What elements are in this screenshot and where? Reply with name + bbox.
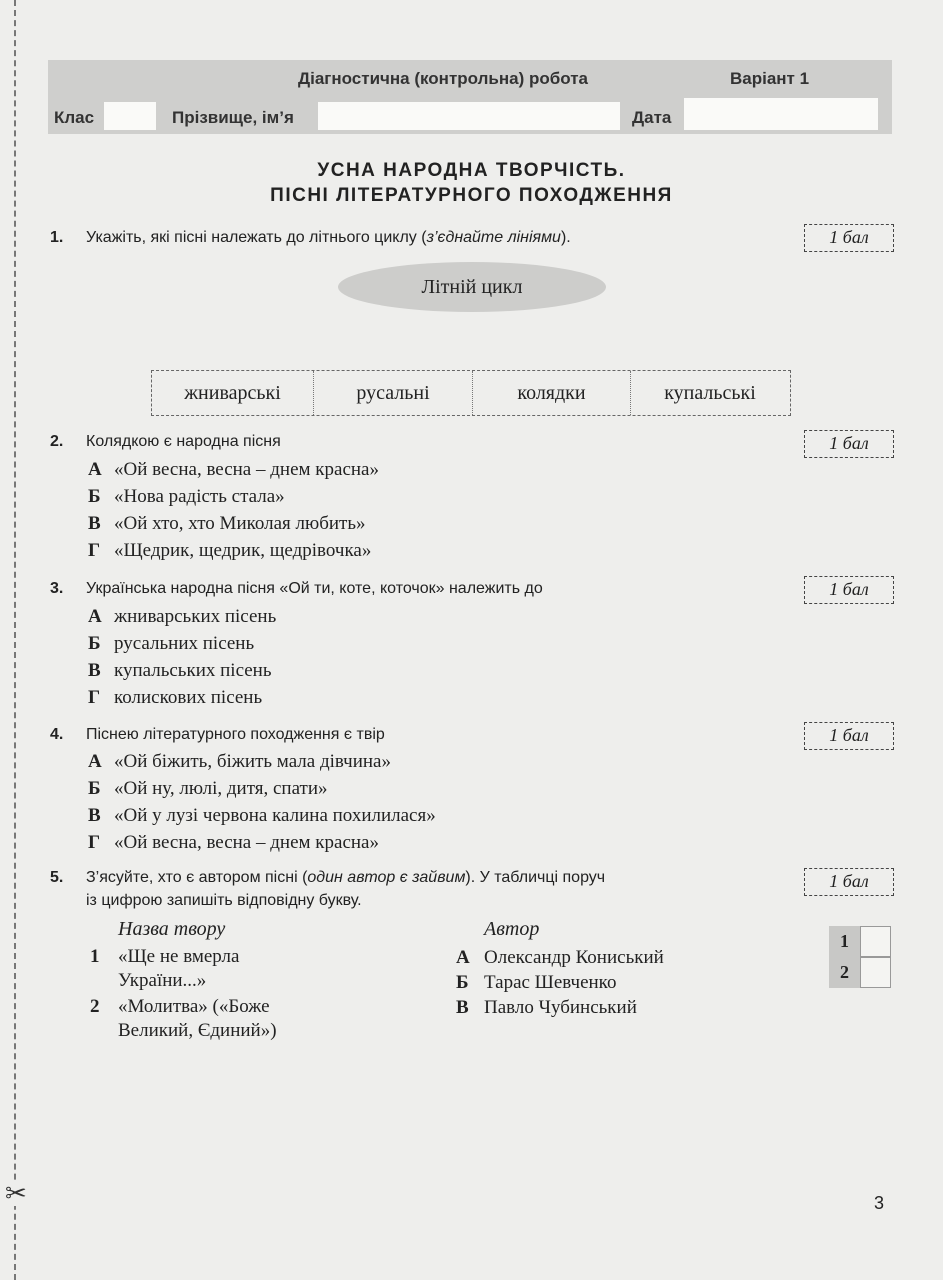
section-title-line1: УСНА НАРОДНА ТВОРЧІСТЬ. xyxy=(317,160,626,181)
option-b[interactable]: Б «Ой ну, люлі, дитя, спати» xyxy=(88,778,328,799)
option-d[interactable]: Г «Ой весна, весна – днем красна» xyxy=(88,832,379,853)
author-item: А Олександр Кониський xyxy=(456,947,664,968)
answer-row-number: 2 xyxy=(829,957,860,988)
q5-number: 5. xyxy=(50,869,64,886)
q2-points-badge: 1 бал xyxy=(804,430,894,458)
q4-points-badge: 1 бал xyxy=(804,722,894,750)
q2-text: Колядкою є народна пісня xyxy=(86,433,281,450)
name-field[interactable] xyxy=(318,102,620,130)
song-type-item[interactable]: русальні xyxy=(314,371,473,415)
work-item-1: 1 «Ще не вмерла України...» xyxy=(90,946,240,991)
q1-number: 1. xyxy=(50,229,64,246)
header-band xyxy=(48,60,892,134)
work-item-2: 2 «Молитва» («Боже Великий, Єдиний») xyxy=(90,996,277,1041)
date-field[interactable] xyxy=(684,98,878,130)
q4-number: 4. xyxy=(50,726,64,743)
song-type-item[interactable]: купальські xyxy=(664,382,756,404)
q4-text: Піснею літературного походження є твір xyxy=(86,726,385,743)
q2-options xyxy=(88,456,379,564)
q3-number: 3. xyxy=(50,580,64,597)
variant-label: Варіант 1 xyxy=(730,69,810,88)
q2-number: 2. xyxy=(50,433,64,450)
q3-options xyxy=(88,603,276,711)
class-label: Клас xyxy=(54,108,95,127)
q1-points-badge: 1 бал xyxy=(804,224,894,252)
song-type-item[interactable]: колядки xyxy=(473,371,631,415)
q5-points-badge: 1 бал xyxy=(804,868,894,896)
q4-options xyxy=(88,748,436,856)
date-label: Дата xyxy=(632,108,672,127)
q3-text: Українська народна пісня «Ой ти, коте, коточок» належить до xyxy=(86,580,543,597)
class-field[interactable] xyxy=(104,102,156,130)
song-types-box xyxy=(151,370,791,416)
option-c[interactable]: В купальських пісень xyxy=(88,660,272,681)
option-a[interactable]: А «Ой весна, весна – днем красна» xyxy=(88,459,379,480)
option-a[interactable]: А «Ой біжить, біжить мала дівчина» xyxy=(88,751,391,772)
option-c[interactable]: В «Ой у лузі червона калина похилилася» xyxy=(88,805,436,826)
authors-column-header: Автор xyxy=(484,918,540,940)
option-d[interactable]: Г «Щедрик, щедрик, щедрівочка» xyxy=(88,540,372,561)
name-label: Прізвище, ім’я xyxy=(172,108,294,127)
answer-cell-1[interactable] xyxy=(860,926,891,957)
answer-cell-2[interactable] xyxy=(860,957,891,988)
option-c[interactable]: В «Ой хто, хто Миколая любить» xyxy=(88,513,366,534)
authors-list xyxy=(456,945,664,1020)
song-type-item[interactable]: жниварські xyxy=(152,371,314,415)
answer-grid xyxy=(829,926,891,988)
answer-row-number: 1 xyxy=(829,926,860,957)
author-item: В Павло Чубинський xyxy=(456,997,637,1018)
q3-points-badge: 1 бал xyxy=(804,576,894,604)
summer-cycle-oval[interactable]: Літній цикл xyxy=(338,262,606,312)
works-column-header: Назва твору xyxy=(118,918,226,940)
scissors-icon: ✂ xyxy=(5,1178,27,1208)
option-a[interactable]: А жниварських пісень xyxy=(88,606,277,627)
work-title: Діагностична (контрольна) робота xyxy=(298,69,588,88)
option-b[interactable]: Б русальних пісень xyxy=(88,633,255,654)
q1-text: Укажіть, які пісні належать до літнього циклу (з’єднайте лініями). xyxy=(86,229,571,246)
section-title-line2: ПІСНІ ЛІТЕРАТУРНОГО ПОХОДЖЕННЯ xyxy=(270,185,673,206)
q5-text: З’ясуйте, хто є автором пісні (один автор є зайвим). У табличці поруч із цифрою запишіть відповідну букву. xyxy=(86,869,606,909)
option-d[interactable]: Г колискових пісень xyxy=(88,687,263,708)
page-number: 3 xyxy=(874,1193,885,1213)
author-item: Б Тарас Шевченко xyxy=(456,972,617,993)
option-b[interactable]: Б «Нова радість стала» xyxy=(88,486,285,507)
